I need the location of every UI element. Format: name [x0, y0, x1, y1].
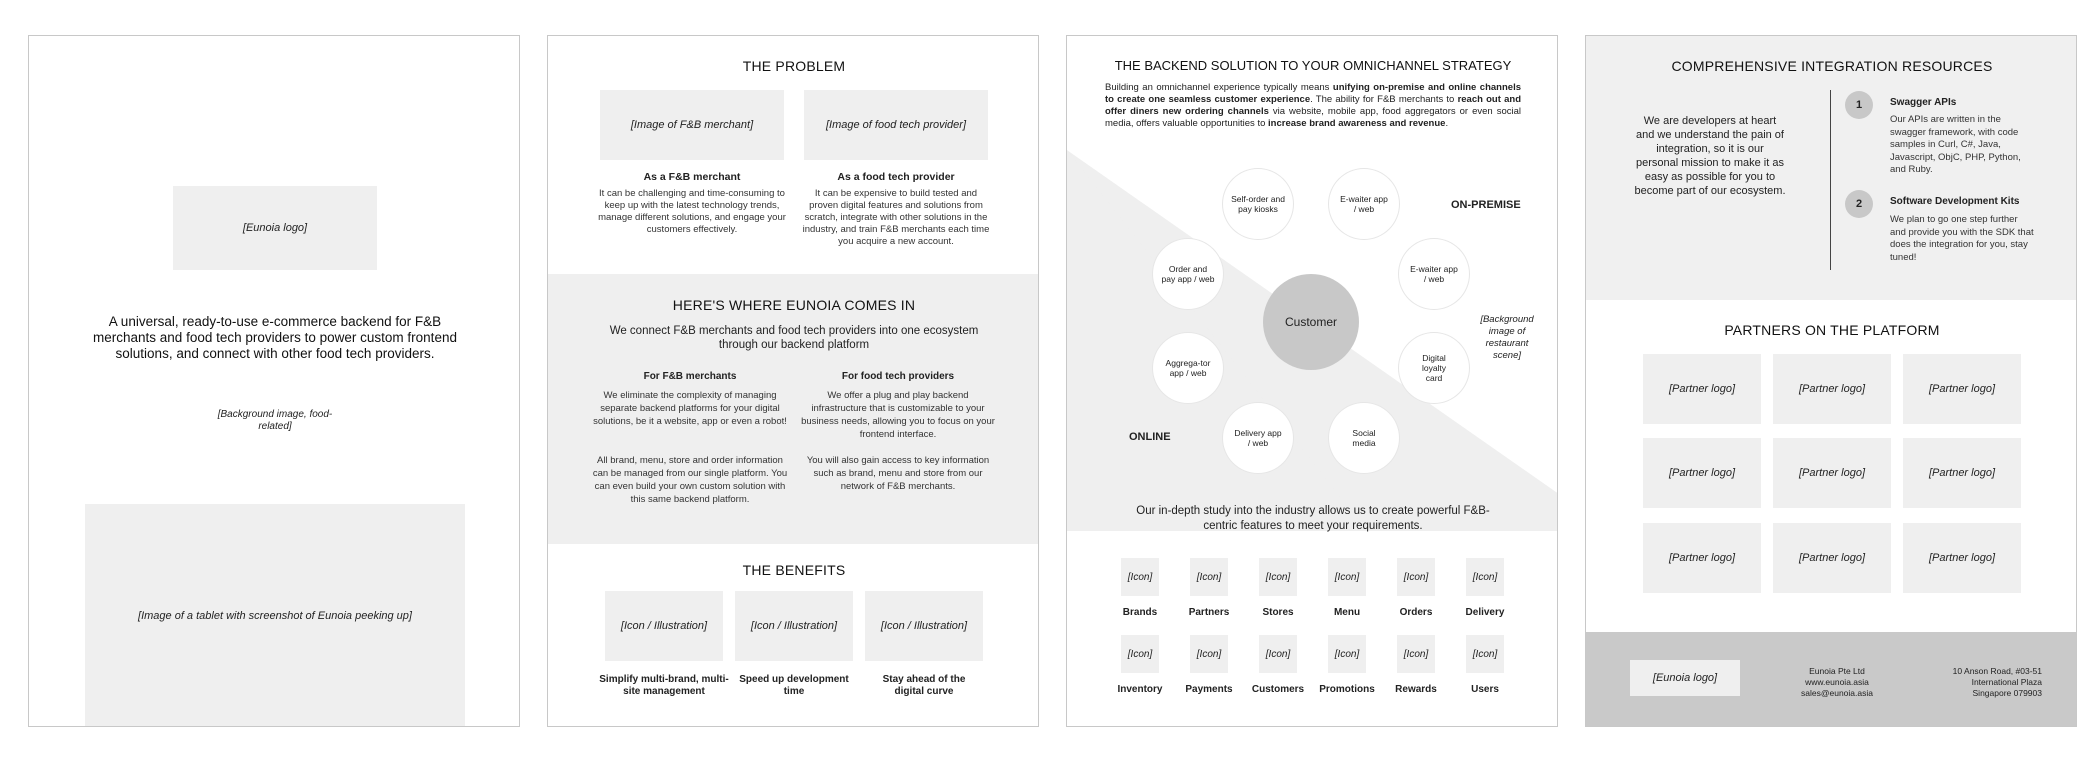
customers-icon: [Icon] [1259, 635, 1297, 673]
tablet-image-placeholder: [Image of a tablet with screenshot of Eunoia peeking up] [85, 504, 465, 727]
provider-text: It can be expensive to build tested and proven digital features and solutions from scratch, integrate with other solutions in the industry, and train F&B merchants each time you acquire a new account. [802, 188, 990, 247]
email-link[interactable]: sales@eunoia.asia [1801, 688, 1873, 698]
ewaiter-channel-right: E-waiter app / web [1399, 239, 1469, 309]
page-omnichannel [1066, 35, 1558, 727]
footer-contact [1782, 666, 1892, 699]
feature-customers: Customers [1251, 684, 1305, 695]
provider-heading: As a food tech provider [837, 171, 955, 183]
rewards-icon: [Icon] [1397, 635, 1435, 673]
merchant-text: It can be challenging and time-consuming to keep up with the latest technology trends, manage different solutions, and engage your customers effectively. [598, 188, 786, 235]
problem-title: THE PROBLEM [742, 58, 846, 74]
partner-logo-5: [Partner logo] [1773, 438, 1891, 508]
company-name: Eunoia Pte Ltd [1809, 666, 1865, 676]
partner-logo-3: [Partner logo] [1903, 354, 2021, 424]
partners-icon: [Icon] [1190, 558, 1228, 596]
page-integration [1585, 35, 2077, 727]
brands-icon: [Icon] [1121, 558, 1159, 596]
feature-inventory: Inventory [1117, 684, 1163, 695]
order-pay-channel: Order and pay app / web [1153, 239, 1223, 309]
partner-logo-8: [Partner logo] [1773, 523, 1891, 593]
ewaiter-channel-top: E-waiter app / web [1329, 169, 1399, 239]
omnichannel-intro: Building an omnichannel experience typically means unifying on-premise and online channels to create one seamless customer experience. The ability for F&B merchants to reach out and offer diners new ordering channels via website, mobile app, food aggregators or even social media, offers valuable opportunities to increase brand awareness and revenue. [1105, 82, 1521, 129]
self-order-channel: Self-order and pay kiosks [1223, 169, 1293, 239]
address-line-3: Singapore 079903 [1972, 688, 2042, 698]
for-merchants-heading: For F&B merchants [643, 371, 737, 382]
partners-title: PARTNERS ON THE PLATFORM [1724, 322, 1940, 338]
feature-promotions: Promotions [1319, 684, 1375, 695]
for-providers-p2: You will also gain access to key information such as brand, menu and store from our network of F&B merchants. [806, 455, 990, 492]
menu-icon: [Icon] [1328, 558, 1366, 596]
benefit-3-label: Stay ahead of the digital curve [882, 674, 966, 697]
for-providers-heading: For food tech providers [841, 371, 955, 382]
for-providers-p1: We offer a plug and play backend infrastructure that is customizable to your business needs, allowing you to focus on your frontend interface. [801, 390, 995, 440]
delivery-channel: Delivery app / web [1223, 403, 1293, 473]
delivery-icon: [Icon] [1466, 558, 1504, 596]
feature-rewards: Rewards [1395, 684, 1437, 695]
benefits-title: THE BENEFITS [742, 562, 846, 578]
feature-partners: Partners [1188, 607, 1230, 618]
benefit-1-label: Simplify multi-brand, multi-site management [599, 674, 729, 697]
customer-circle: Customer [1263, 274, 1359, 370]
benefit-3-icon-placeholder: [Icon / Illustration] [865, 591, 983, 661]
feature-delivery: Delivery [1465, 607, 1505, 618]
study-text: Our in-depth study into the industry allows us to create powerful F&B-centric features to meet your requirements. [1136, 505, 1490, 532]
feature-orders: Orders [1399, 607, 1433, 618]
integration-intro: We are developers at heart and we understand the pain of integration, so it is our personal mission to make it as easy as possible for you to become part of our ecosystem. [1634, 115, 1786, 197]
social-channel: Social media [1329, 403, 1399, 473]
loyalty-channel: Digital loyalty card [1399, 333, 1469, 403]
orders-icon: [Icon] [1397, 558, 1435, 596]
cover-tagline: A universal, ready-to-use e-commerce backend for F&B merchants and food tech providers to power custom frontend solutions, and connect with other food tech providers. [93, 314, 457, 361]
resource-1-text: Our APIs are written in the swagger framework, with code samples in Curl, C#, Java, Javascript, ObjC, PHP, Python, and Ruby. [1890, 114, 2021, 175]
for-merchants-p1: We eliminate the complexity of managing separate backend platforms for your digital solutions, be it a website, app or even a robot! [593, 390, 787, 427]
resource-1-number: 1 [1845, 91, 1873, 119]
feature-users: Users [1471, 684, 1499, 695]
aggregator-channel: Aggrega-tor app / web [1153, 333, 1223, 403]
benefit-1-icon-placeholder: [Icon / Illustration] [605, 591, 723, 661]
resource-2-text: We plan to go one step further and provide you with the SDK that does the integration for you, stay tuned! [1890, 214, 2034, 263]
integration-title: COMPREHENSIVE INTEGRATION RESOURCES [1671, 58, 1993, 74]
provider-image-placeholder: [Image of food tech provider] [804, 90, 988, 160]
partner-logo-7: [Partner logo] [1643, 523, 1761, 593]
benefit-2-label: Speed up development time [739, 674, 849, 697]
resource-2-number: 2 [1845, 190, 1873, 218]
eunoia-logo-placeholder: [Eunoia logo] [173, 186, 377, 270]
online-label: ONLINE [1129, 431, 1171, 443]
footer-address [1916, 666, 2042, 699]
on-premise-label: ON-PREMISE [1451, 199, 1521, 211]
merchant-image-placeholder: [Image of F&B merchant] [600, 90, 784, 160]
partner-logo-9: [Partner logo] [1903, 523, 2021, 593]
promotions-icon: [Icon] [1328, 635, 1366, 673]
partner-logo-1: [Partner logo] [1643, 354, 1761, 424]
feature-payments: Payments [1185, 684, 1233, 695]
for-merchants-p2: All brand, menu, store and order information can be managed from our single platform. You can even build your own custom solution with this same backend platform. [592, 455, 788, 505]
eunoia-section [548, 274, 1039, 544]
feature-stores: Stores [1262, 607, 1294, 618]
feature-menu: Menu [1333, 607, 1361, 618]
users-icon: [Icon] [1466, 635, 1504, 673]
address-line-1: 10 Anson Road, #03-51 [1952, 666, 2042, 676]
resources-divider [1830, 90, 1831, 270]
diagonal-background [1067, 36, 1558, 727]
payments-icon: [Icon] [1190, 635, 1228, 673]
partner-logo-4: [Partner logo] [1643, 438, 1761, 508]
address-line-2: International Plaza [1971, 677, 2042, 687]
footer [1586, 632, 2077, 727]
inventory-icon: [Icon] [1121, 635, 1159, 673]
eunoia-title: HERE'S WHERE EUNOIA COMES IN [672, 297, 916, 313]
resource-1-heading: Swagger APIs [1890, 97, 1957, 108]
page-cover [28, 35, 520, 727]
footer-logo-placeholder: [Eunoia logo] [1630, 660, 1740, 696]
eunoia-subtitle: We connect F&B merchants and food tech providers into one ecosystem through our backend platform [609, 325, 979, 351]
page-problem [547, 35, 1039, 727]
omnichannel-title: THE BACKEND SOLUTION TO YOUR OMNICHANNEL STRATEGY [1114, 58, 1512, 73]
feature-brands: Brands [1122, 607, 1158, 618]
website-link[interactable]: www.eunoia.asia [1805, 677, 1869, 687]
restaurant-background-note: [Background image of restaurant scene] [1480, 314, 1534, 361]
resource-2-heading: Software Development Kits [1890, 196, 2020, 207]
benefit-2-icon-placeholder: [Icon / Illustration] [735, 591, 853, 661]
partner-logo-2: [Partner logo] [1773, 354, 1891, 424]
merchant-heading: As a F&B merchant [643, 171, 741, 183]
stores-icon: [Icon] [1259, 558, 1297, 596]
background-note: [Background image, food-related] [217, 409, 333, 432]
partner-logo-6: [Partner logo] [1903, 438, 2021, 508]
